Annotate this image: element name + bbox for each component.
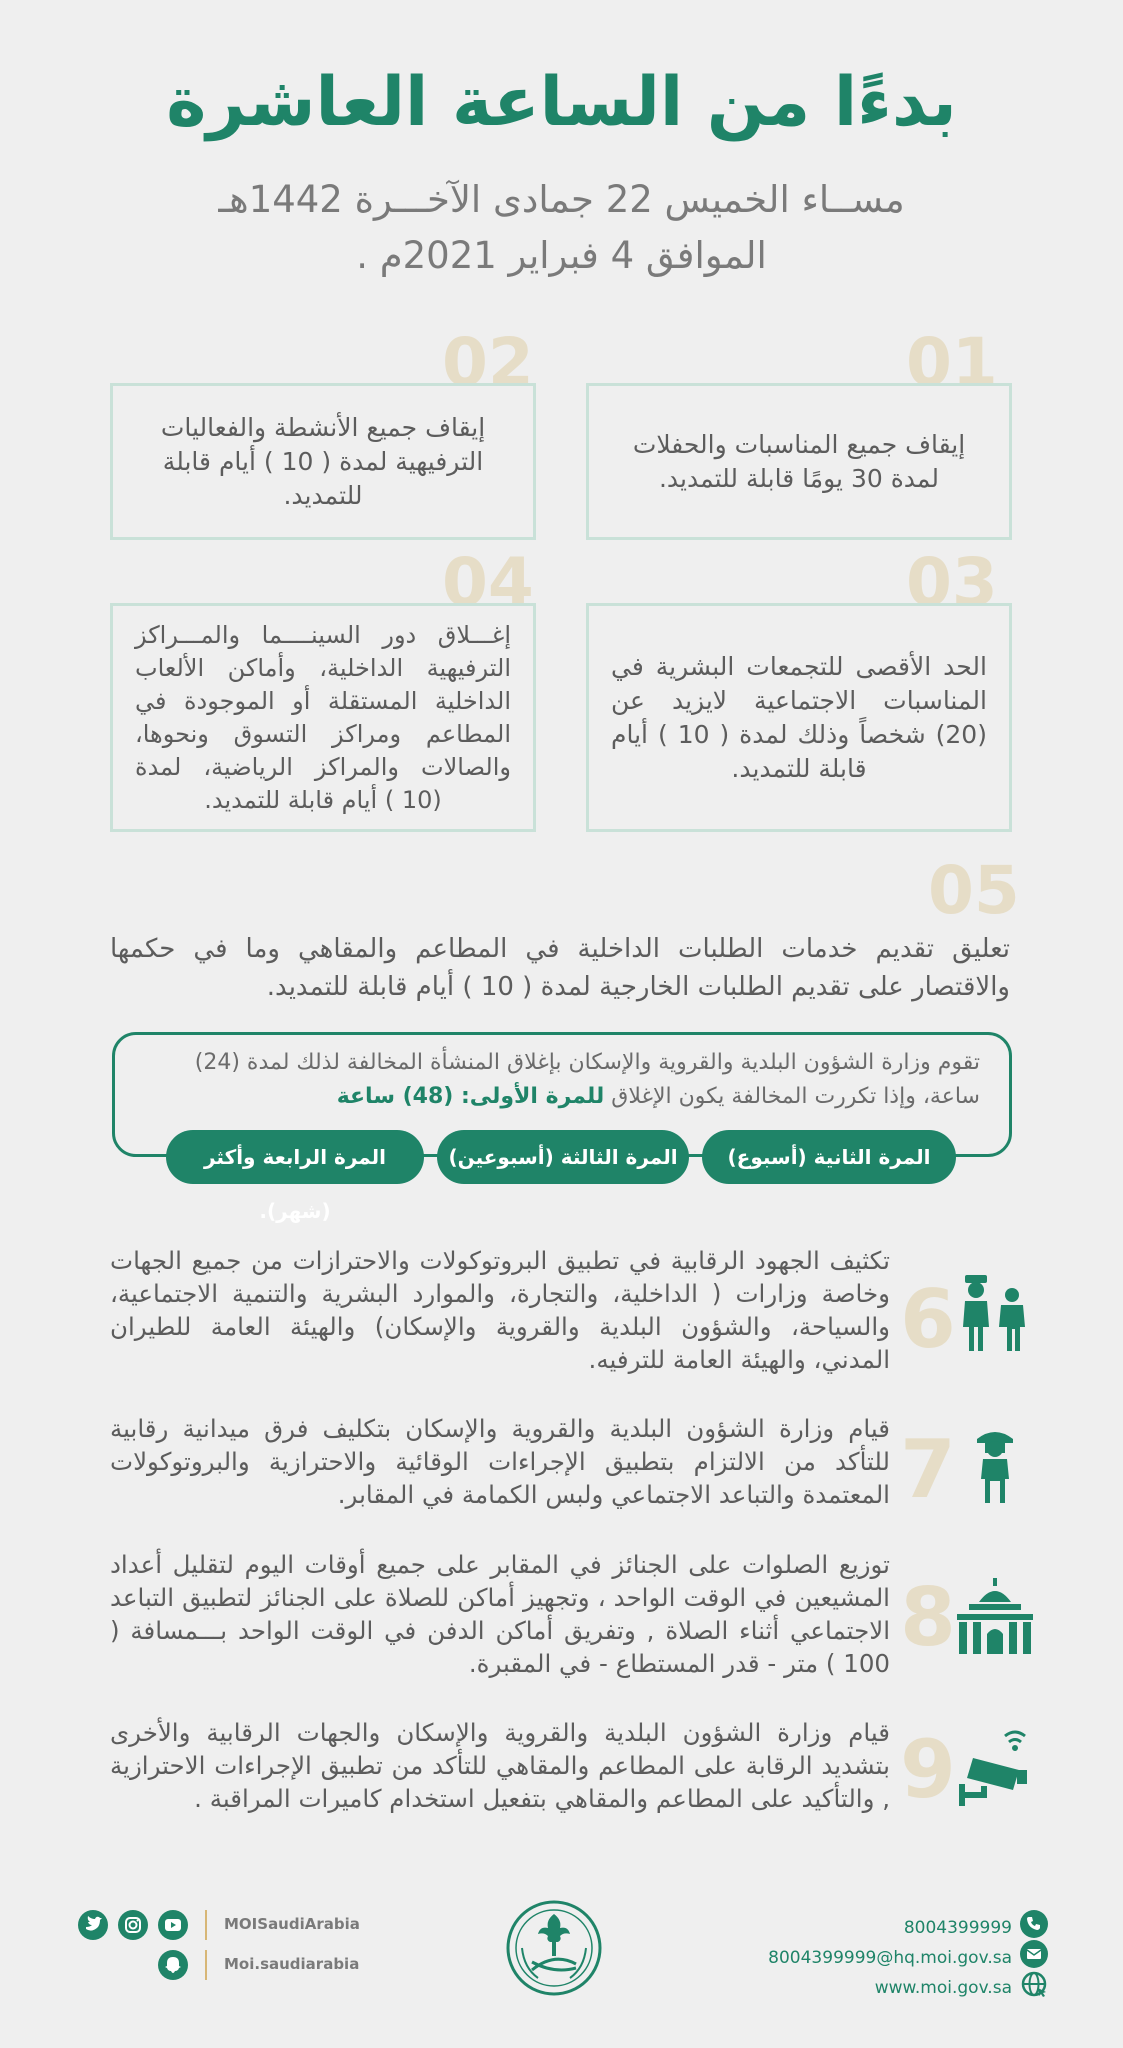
measure-card xyxy=(110,603,536,832)
ministry-emblem-icon xyxy=(506,1900,602,1996)
twitter-icon[interactable] xyxy=(78,1910,108,1940)
footer-separator xyxy=(205,1910,207,1940)
item-number: 9 xyxy=(900,1723,956,1816)
youtube-icon[interactable] xyxy=(158,1910,188,1940)
email-address[interactable]: 8004399999@hq.moi.gov.sa xyxy=(768,1948,1012,1968)
email-icon[interactable] xyxy=(1020,1940,1048,1968)
item-text: قيام وزارة الشؤون البلدية والقروية والإسكان والجهات الرقابية والأخرى بتشديد الرقابة على المطاعم والمقاهي للتأكد من تطبيق الإجراءات الاحترازية , والتأكيد على المطاعم والمقاهي بتفعيل استخدام كاميرات المراقبة . xyxy=(110,1718,890,1813)
penalty-pill-second: المرة الثانية (أسبوع) xyxy=(702,1130,956,1184)
inspector-icon xyxy=(955,1425,1035,1505)
measure-text: إغـــلاق دور السينــــما والمـــراكز الترفيهية الداخلية، وأماكن الألعاب الداخلية المستقلة أو الموجودة في المطاعم ومراكز التسوق ونحوها، والصالات والمراكز الرياضية، لمدة (10 ) أيام قابلة للتمديد. xyxy=(135,620,511,814)
item-text: قيام وزارة الشؤون البلدية والقروية والإسكان بتكليف فرق ميدانية رقابية للتأكد من الالتزام بتطبيق الإجراءات الوقائية والاحترازية والبروتوكولات المعتمدة والتباعد الاجتماعي ولبس الكمامة في المقابر. xyxy=(110,1414,890,1509)
measure-number: 04 xyxy=(442,544,534,621)
penalty-pill-fourth: المرة الرابعة وأكثر (شهر). xyxy=(166,1130,424,1184)
item-text: توزيع الصلوات على الجنائز في المقابر على جميع أوقات اليوم لتقليل أعداد المشيعين في الوقت الواحد ، وتجهيز أماكن للصلاة على الجنائز لتطبيق التباعد الاجتماعي أثناء الصلاة , وتفريق أماكن الدفن في الوقت الواحد بـــمسافة ( 100 ) متر - قدر المستطاع - في المقبرة. xyxy=(110,1550,890,1678)
measure-number: 05 xyxy=(928,852,1020,929)
website-link[interactable]: www.moi.gov.sa xyxy=(874,1978,1012,1998)
measure-text: إيقاف جميع الأنشطة والفعاليات الترفيهية لمدة ( 10 ) أيام قابلة للتمديد. xyxy=(160,412,486,510)
measure-text: الحد الأقصى للتجمعات البشرية في المناسبات الاجتماعية لايزيد عن (20) شخصاً وذلك لمدة ( 10 ) أيام قابلة للتمديد. xyxy=(611,651,987,783)
measure-number: 01 xyxy=(906,324,998,401)
penalty-pill-third: المرة الثالثة (أسبوعين) xyxy=(437,1130,689,1184)
measure-number: 03 xyxy=(906,544,998,621)
item-text: تكثيف الجهود الرقابية في تطبيق البروتوكولات والاحترازات من جميع الجهات وخاصة وزارات ( الداخلية، والتجارة، والموارد البشرية والتنمية الاجتماعية، والسياحة، والشؤون البلدية والقروية والإسكان) والهيئة العامة للطيران المدني، والهيئة العامة للترفيه. xyxy=(110,1246,890,1374)
globe-icon[interactable] xyxy=(1020,1970,1048,1998)
date-subtitle xyxy=(60,172,1063,284)
snapchat-icon[interactable] xyxy=(158,1950,188,1980)
item-number: 6 xyxy=(900,1273,956,1366)
snapchat-handle[interactable]: Moi.saudiarabia xyxy=(224,1955,360,1973)
measure-text: إيقاف جميع المناسبات والحفلات لمدة 30 يومًا قابلة للتمديد. xyxy=(632,429,966,493)
security-officers-icon xyxy=(955,1273,1035,1353)
measure-card xyxy=(586,603,1012,832)
measure-text: تعليق تقديم خدمات الطلبات الداخلية في المطاعم والمقاهي وما في حكمها والاقتصار على تقديم الطلبات الخارجية لمدة ( 10 ) أيام قابلة للتمديد. xyxy=(110,934,1010,1002)
measure-card xyxy=(586,383,1012,540)
notice-body: تقوم وزارة الشؤون البلدية والقروية والإسكان بإغلاق المنشأة المخالفة لذلك لمدة (24) ساعة، وإذا تكررت المخالفة يكون الإغلاق xyxy=(194,1050,980,1109)
measure-number: 02 xyxy=(442,324,534,401)
notice-text xyxy=(140,1046,980,1114)
footer-separator xyxy=(205,1950,207,1980)
subtitle-line-1: مســاء الخميس 22 جمادى الآخـــرة 1442هـ xyxy=(218,178,905,221)
item-number: 8 xyxy=(900,1571,956,1664)
instagram-icon[interactable] xyxy=(118,1910,148,1940)
item-number: 7 xyxy=(900,1423,956,1516)
surveillance-camera-icon xyxy=(955,1728,1035,1808)
phone-icon[interactable] xyxy=(1020,1910,1048,1938)
notice-first-time: للمرة الأولى: (48) ساعة xyxy=(336,1084,605,1109)
social-handle[interactable]: MOISaudiArabia xyxy=(224,1915,360,1933)
page-title: بدءًا من الساعة العاشرة xyxy=(166,63,957,142)
subtitle-line-2: الموافق 4 فبراير 2021م . xyxy=(356,234,767,277)
measure-card xyxy=(110,383,536,540)
mosque-icon xyxy=(955,1578,1035,1658)
phone-number[interactable]: 8004399999 xyxy=(903,1918,1012,1938)
